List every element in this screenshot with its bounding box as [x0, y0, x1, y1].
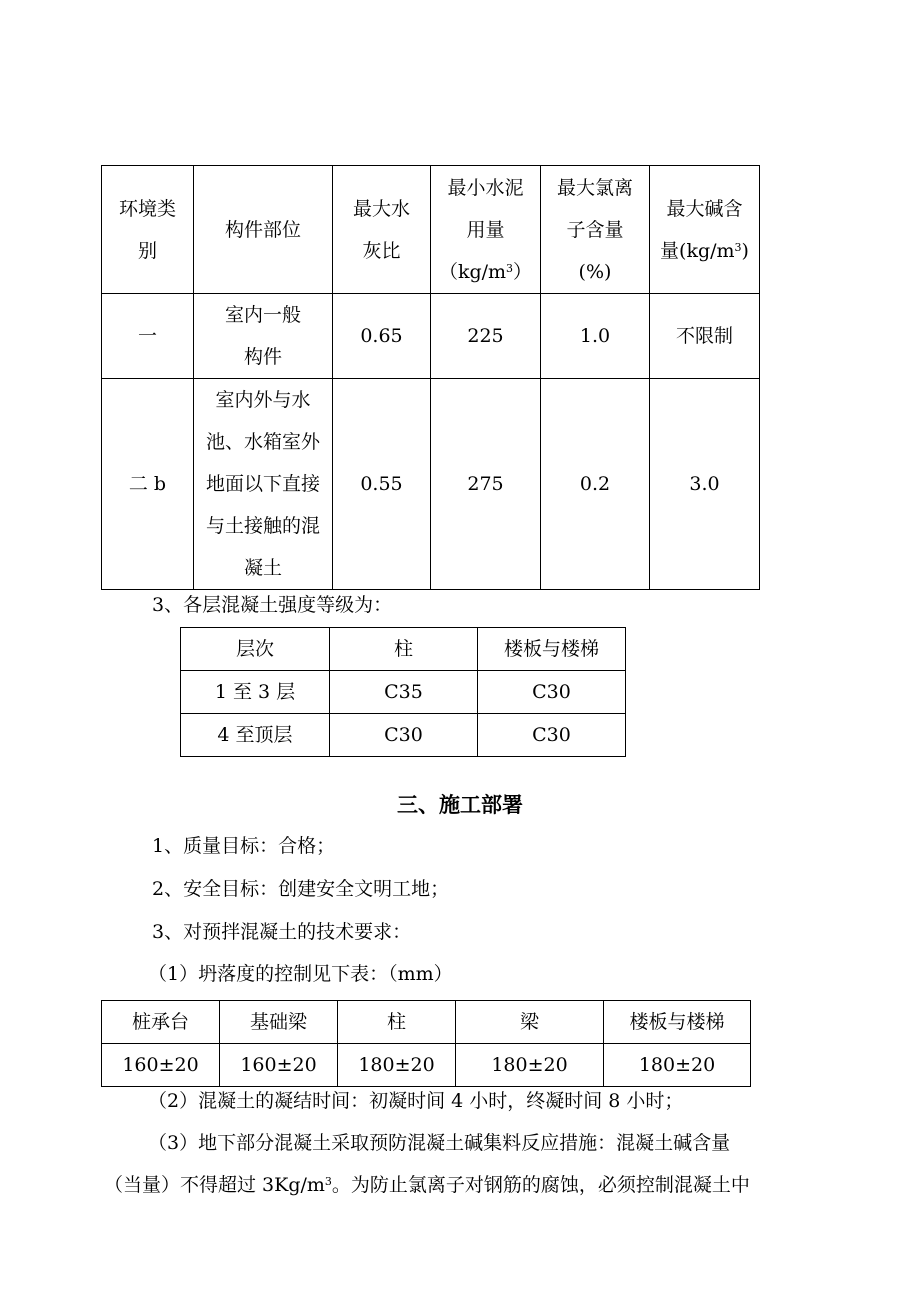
header-cell: 最小水泥用量 $(kg/m^3)$	[431, 166, 541, 294]
table-cell: 室内一般构件	[194, 294, 333, 379]
table-row	[102, 379, 760, 590]
table-header-row	[181, 628, 626, 671]
header-cell: 楼板与楼梯	[604, 1001, 751, 1044]
table-cell: 180±20	[604, 1044, 751, 1087]
table-row	[102, 294, 760, 379]
header-cell: 最大水灰比	[333, 166, 431, 294]
header-cell: 层次	[181, 628, 330, 671]
list-item: 1、质量目标：合格；	[152, 835, 336, 857]
table-row	[181, 714, 626, 757]
header-cell: 构件部位	[194, 166, 333, 294]
header-cell: 最大氯离子含量(%)	[541, 166, 650, 294]
table-cell: C30	[478, 714, 626, 757]
table-row	[181, 671, 626, 714]
table-cell: C30	[478, 671, 626, 714]
table-cell: 0.55	[333, 379, 431, 590]
header-cell: 桩承台	[102, 1001, 220, 1044]
table-cell: 0.2	[541, 379, 650, 590]
header-cell: 柱	[338, 1001, 456, 1044]
table-cell: 0.65	[333, 294, 431, 379]
header-cell: 环境类别	[102, 166, 194, 294]
table-cell: C35	[330, 671, 478, 714]
header-cell: 梁	[456, 1001, 604, 1044]
header-cell: 楼板与楼梯	[478, 628, 626, 671]
table-header-row	[102, 166, 760, 294]
setting-time-paragraph: （2）混凝土的凝结时间：初凝时间 4 小时，终凝时间 8 小时；	[148, 1090, 684, 1112]
list-item: 3、对预拌混凝土的技术要求：	[152, 921, 412, 943]
section-heading: 三、施工部署	[397, 793, 523, 817]
strength-grade-intro: 3、各层混凝土强度等级为：	[152, 594, 393, 616]
table-cell: C30	[330, 714, 478, 757]
table-cell: 225	[431, 294, 541, 379]
table-cell: 不限制	[650, 294, 760, 379]
table-cell: 3.0	[650, 379, 760, 590]
table-cell: 1.0	[541, 294, 650, 379]
header-cell: 基础梁	[220, 1001, 338, 1044]
header-cell: 柱	[330, 628, 478, 671]
table-cell: 一	[102, 294, 194, 379]
concrete-durability-table	[101, 165, 760, 590]
header-cell: 最大碱含量$(kg/m^3)$	[650, 166, 760, 294]
table-cell: 室内外与水池、水箱室外地面以下直接与土接触的混凝土	[194, 379, 333, 590]
table-row	[102, 1044, 751, 1087]
table-cell: 160±20	[220, 1044, 338, 1087]
table-cell: 4 至顶层	[181, 714, 330, 757]
alkali-paragraph-line1: （3）地下部分混凝土采取预防混凝土碱集料反应措施：混凝土碱含量	[148, 1132, 731, 1154]
slump-table	[101, 1000, 751, 1087]
table-cell: 275	[431, 379, 541, 590]
table-header-row	[102, 1001, 751, 1044]
list-item: （1）坍落度的控制见下表：（mm）	[148, 963, 453, 985]
alkali-paragraph-line2: （当量）不得超过 $3Kg/m^3$。为防止氯离子对钢筋的腐蚀，必须控制混凝土中	[104, 1174, 750, 1196]
table-cell: 160±20	[102, 1044, 220, 1087]
table-cell: 二 b	[102, 379, 194, 590]
table-cell: 180±20	[456, 1044, 604, 1087]
list-item: 2、安全目标：创建安全文明工地；	[152, 878, 450, 900]
table-cell: 180±20	[338, 1044, 456, 1087]
table-cell: 1 至 3 层	[181, 671, 330, 714]
strength-grade-table	[180, 627, 626, 757]
